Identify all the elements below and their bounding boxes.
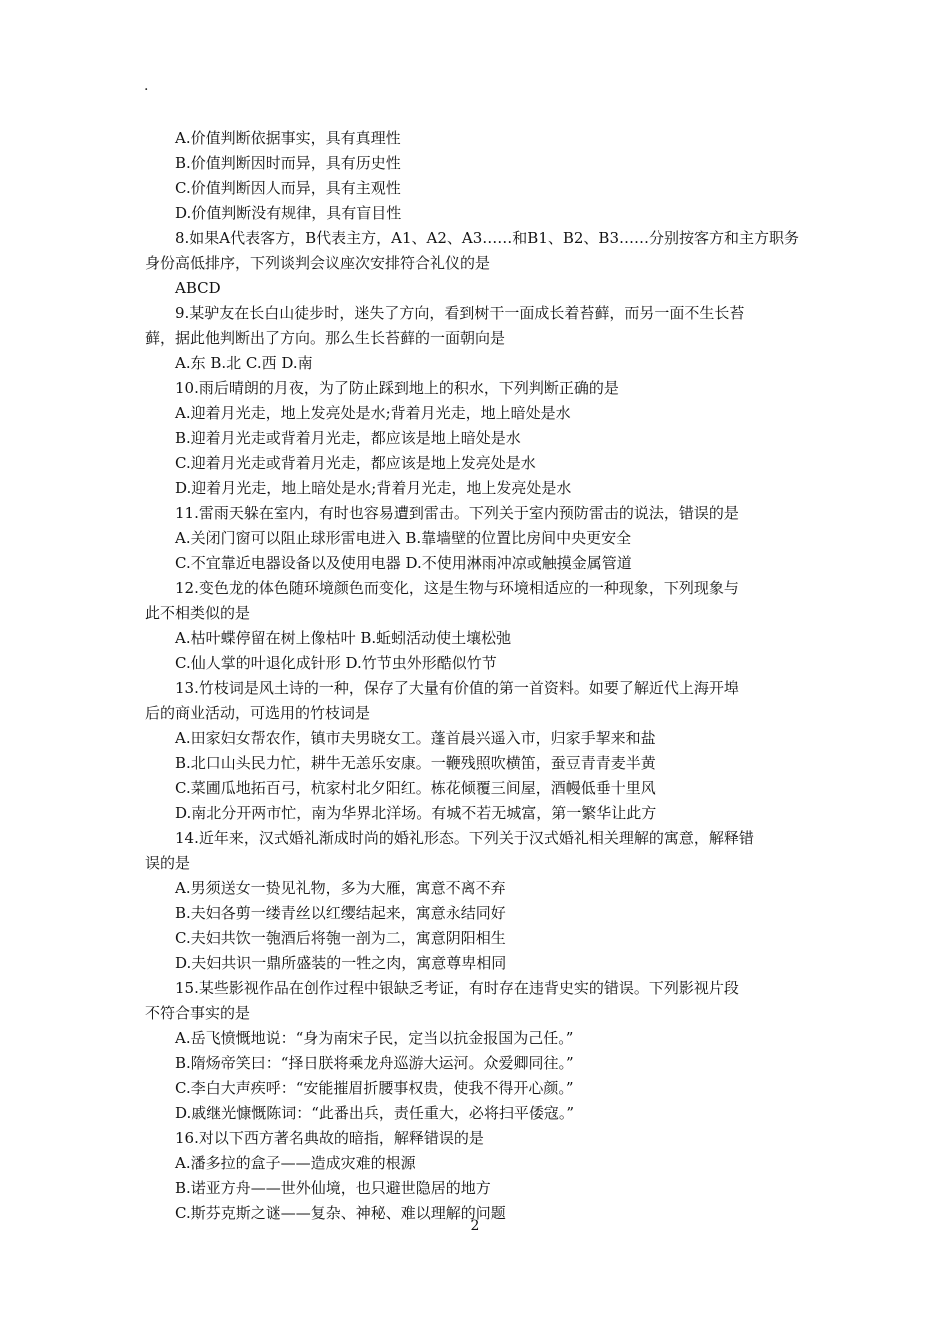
text-line: B.价值判断因时而异，具有历史性 — [175, 154, 401, 172]
text-line: 此不相类似的是 — [145, 604, 251, 622]
text-line: 16.对以下西方著名典故的暗指，解释错误的是 — [175, 1129, 484, 1147]
text-line: A.东 B.北 C.西 D.南 — [175, 354, 313, 372]
text-line: B.北口山头民力忙，耕牛无恙乐安康。一鞭残照吹横笛，蚕豆青青麦半黄 — [175, 754, 656, 772]
text-line: D.夫妇共识一鼎所盛装的一牲之肉，寓意尊卑相同 — [175, 954, 507, 972]
document-body — [145, 126, 813, 1226]
text-line: A.关闭门窗可以阻止球形雷电进入 B.靠墙壁的位置比房间中央更安全 — [175, 529, 632, 547]
text-line: A.潘多拉的盒子——造成灾难的根源 — [175, 1154, 416, 1172]
text-line: C.仙人掌的叶退化成针形 D.竹节虫外形酷似竹节 — [175, 654, 497, 672]
text-line: 不符合事实的是 — [145, 1004, 251, 1022]
page-number: 2 — [470, 1218, 480, 1234]
text-line: B.诺亚方舟——世外仙境，也只避世隐居的地方 — [175, 1179, 491, 1197]
text-line: D.南北分开两市忙，南为华界北洋场。有城不若无城富，第一繁华让此方 — [175, 804, 657, 822]
text-line: 12.变色龙的体色随环境颜色而变化，这是生物与环境相适应的一种现象，下列现象与 — [175, 579, 739, 597]
text-line: 9.某驴友在长白山徒步时，迷失了方向，看到树干一面成长着苔藓，而另一面不生长苔 — [175, 304, 745, 322]
text-line: C.不宜靠近电器设备以及使用电器 D.不使用淋雨冲凉或触摸金属管道 — [175, 554, 632, 572]
text-line: A.迎着月光走，地上发亮处是水;背着月光走，地上暗处是水 — [175, 404, 571, 422]
text-line: B.隋炀帝笑曰：“择日朕将乘龙舟巡游大运河。众爱卿同往。” — [175, 1054, 574, 1072]
text-line: D.迎着月光走，地上暗处是水;背着月光走，地上发亮处是水 — [175, 479, 572, 497]
text-line: 藓，据此他判断出了方向。那么生长苔藓的一面朝向是 — [145, 329, 506, 347]
text-line: C.价值判断因人而异，具有主观性 — [175, 179, 401, 197]
text-line: C.菜圃瓜地拓百弓，杭家村北夕阳红。栋花倾覆三间屋，酒幔低垂十里风 — [175, 779, 656, 797]
text-line: C.李白大声疾呼：“安能摧眉折腰事权贵，使我不得开心颜。” — [175, 1079, 574, 1097]
text-line: ABCD — [175, 279, 221, 297]
text-line: 8.如果A代表客方，B代表主方，A1、A2、A3……和B1、B2、B3……分别按客方和主方职务 — [175, 229, 799, 247]
text-line: C.夫妇共饮一匏酒后将匏一剖为二，寓意阴阳相生 — [175, 929, 506, 947]
header-dot: . — [144, 78, 149, 94]
text-line: 14.近年来，汉式婚礼渐成时尚的婚礼形态。下列关于汉式婚礼相关理解的寓意，解释错 — [175, 829, 754, 847]
text-line: A.岳飞愤慨地说：“身为南宋子民，定当以抗金报国为己任。” — [175, 1029, 574, 1047]
text-line: A.枯叶蝶停留在树上像枯叶 B.蚯蚓活动使土壤松弛 — [175, 629, 512, 647]
text-line: 11.雷雨天躲在室内，有时也容易遭到雷击。下列关于室内预防雷击的说法，错误的是 — [175, 504, 739, 522]
text-line: D.价值判断没有规律，具有盲目性 — [175, 204, 402, 222]
text-line: 身份高低排序，下列谈判会议座次安排符合礼仪的是 — [145, 254, 491, 272]
text-line: A.价值判断依据事实，具有真理性 — [175, 129, 401, 147]
text-line: C.斯芬克斯之谜——复杂、神秘、难以理解的问题 — [175, 1204, 506, 1222]
text-line: 误的是 — [145, 854, 191, 872]
text-line: B.迎着月光走或背着月光走，都应该是地上暗处是水 — [175, 429, 521, 447]
text-line: 15.某些影视作品在创作过程中银缺乏考证，有时存在违背史实的错误。下列影视片段 — [175, 979, 739, 997]
text-line: A.男须送女一贽见礼物，多为大雁，寓意不离不弃 — [175, 879, 506, 897]
text-line: 后的商业活动，可选用的竹枝词是 — [145, 704, 371, 722]
text-line: B.夫妇各剪一缕青丝以红缨结起来，寓意永结同好 — [175, 904, 506, 922]
text-line: D.戚继光慷慨陈词：“此番出兵，责任重大，必将扫平倭寇。” — [175, 1104, 575, 1122]
text-line: A.田家妇女帮农作，镇市夫男晓女工。蓬首晨兴遥入市，归家手挈来和盐 — [175, 729, 656, 747]
text-line: 13.竹枝词是风土诗的一种，保存了大量有价值的第一首资料。如要了解近代上海开埠 — [175, 679, 739, 697]
text-line: C.迎着月光走或背着月光走，都应该是地上发亮处是水 — [175, 454, 536, 472]
text-line: 10.雨后晴朗的月夜，为了防止踩到地上的积水，下列判断正确的是 — [175, 379, 619, 397]
